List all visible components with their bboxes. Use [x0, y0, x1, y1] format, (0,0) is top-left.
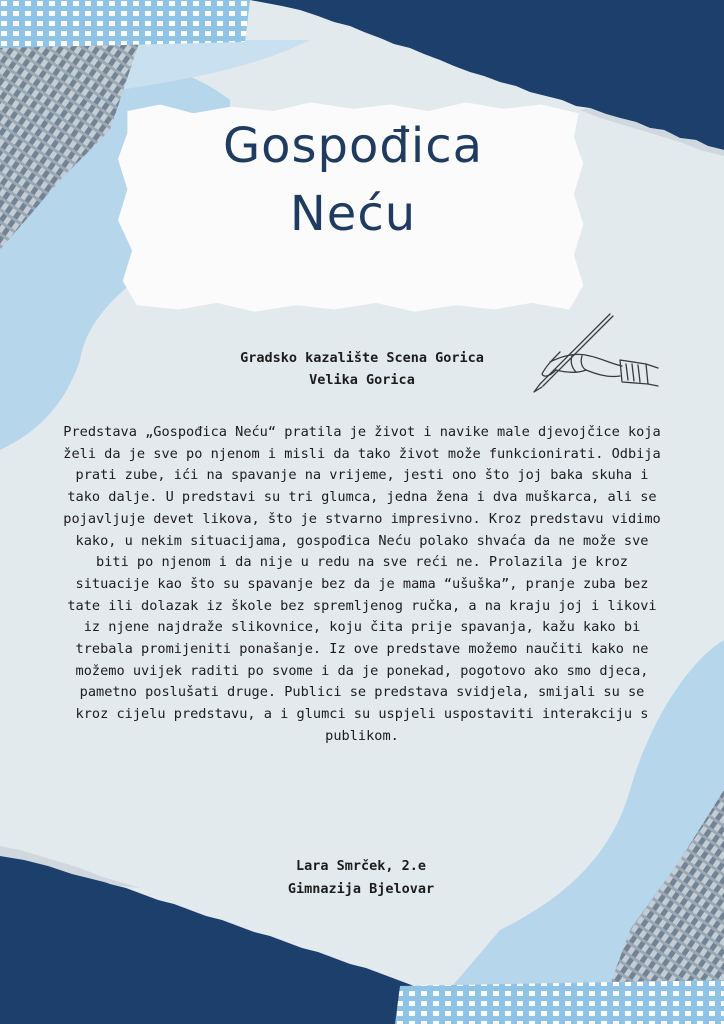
page-title	[118, 112, 588, 248]
venue-block	[212, 347, 512, 391]
title-line-1: Gospođica	[222, 118, 483, 174]
title-line-2: Neću	[289, 186, 417, 242]
author-name: Lara Smrček, 2.e	[295, 858, 427, 874]
author-school: Gimnazija Bjelovar	[287, 881, 435, 897]
writing-hand-illustration	[520, 312, 660, 404]
author-block	[236, 855, 486, 901]
venue-city: Velika Gorica	[309, 372, 415, 388]
review-body: Predstava „Gospođica Neću“ pratila je život i navike male djevojčice koja želi da je sve po njenom i misli da tako život može funkcionirati. Odbija prati zube, ići na spavanje na vrijeme, jesti ono što joj baka skuha i tako dalje. U predstavi su tri glumca, jedna žena i dva muškarca, ali se pojavljuje devet likova, što je stvarno impresivno. Kroz predstavu vidimo kako, u nekim situacijama, gospođica Neću polako shvaća da ne može sve biti po njenom i da nije u redu na sve reći ne. Prolazila je kroz situacije kao što su spavanje bez da je mama “ušuška”, pranje zuba bez tate ili dolazak iz škole bez spremljenog ručka, a na kraju joj i likovi iz njene najdraže slikovnice, koju čita prije spavanja, kažu kako bi trebala promijeniti ponašanje. Iz ove predstave možemo naučiti kako ne možemo uvijek raditi po svome i da je ponekad, pogotovo ako smo djeca, pametno poslušati druge. Publici se predstava svidjela, smijali su se kroz cijelu predstavu, a i glumci su uspjeli uspostaviti interakciju s publikom.	[63, 424, 661, 744]
venue-name: Gradsko kazalište Scena Gorica	[240, 350, 484, 366]
